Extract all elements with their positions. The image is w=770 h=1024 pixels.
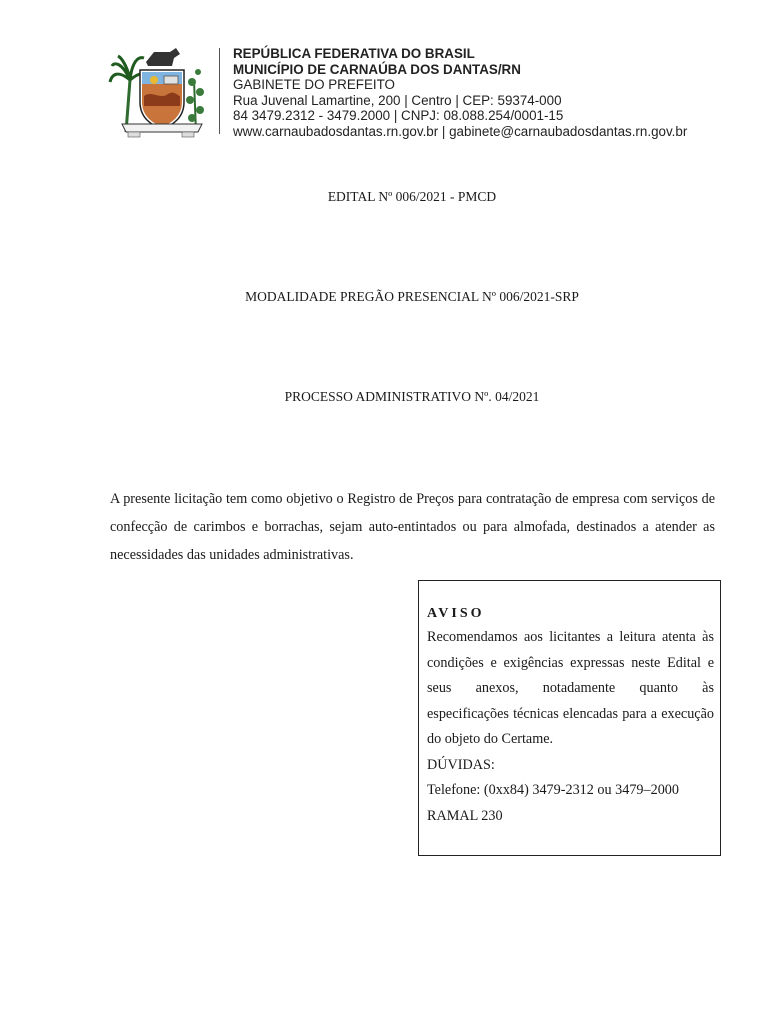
address: Rua Juvenal Lamartine, 200 | Centro | CEP: 59374-000 <box>233 92 562 108</box>
header-divider <box>219 48 220 134</box>
ramal: RAMAL 230 <box>427 807 503 824</box>
municipality-name: MUNICÍPIO DE CARNAÚBA DOS DANTAS/RN <box>233 61 521 77</box>
aviso-title: AVISO <box>427 606 485 621</box>
modalidade-title: MODALIDADE PREGÃO PRESENCIAL Nº 006/2021-SRP <box>245 289 579 304</box>
country-name: REPÚBLICA FEDERATIVA DO BRASIL <box>233 46 475 61</box>
processo-title: PROCESSO ADMINISTRATIVO Nº. 04/2021 <box>284 389 540 404</box>
letterhead-text <box>233 46 687 139</box>
phone-cnpj: 84 3479.2312 - 3479.2000 | CNPJ: 08.088.254/0001-15 <box>233 108 564 123</box>
aviso-box <box>418 580 721 856</box>
office-name: GABINETE DO PREFEITO <box>233 77 395 92</box>
edital-title: EDITAL Nº 006/2021 - PMCD <box>327 189 497 204</box>
website-email: www.carnaubadosdantas.rn.gov.br | gabinete@carnaubadosdantas.rn.gov.br <box>233 123 688 139</box>
intro-paragraph: A presente licitação tem como objetivo o Registro de Preços para contratação de empresa com serviços de confecção de carimbos e borrachas, sejam auto-entintados ou para almofada, destinados a atender as necessidades das unidades administrativas. <box>110 491 715 563</box>
letterhead <box>108 40 728 140</box>
coat-of-arms-icon <box>108 40 212 140</box>
duvidas-label: DÚVIDAS: <box>427 756 495 773</box>
telefone: Telefone: (0xx84) 3479-2312 ou 3479–2000 <box>427 782 679 798</box>
aviso-body: Recomendamos aos licitantes a leitura atenta às condições e exigências expressas neste Edital e seus anexos, notadamente quanto às especificações técnicas elencadas para a execução do objeto do Certame. <box>427 629 714 747</box>
